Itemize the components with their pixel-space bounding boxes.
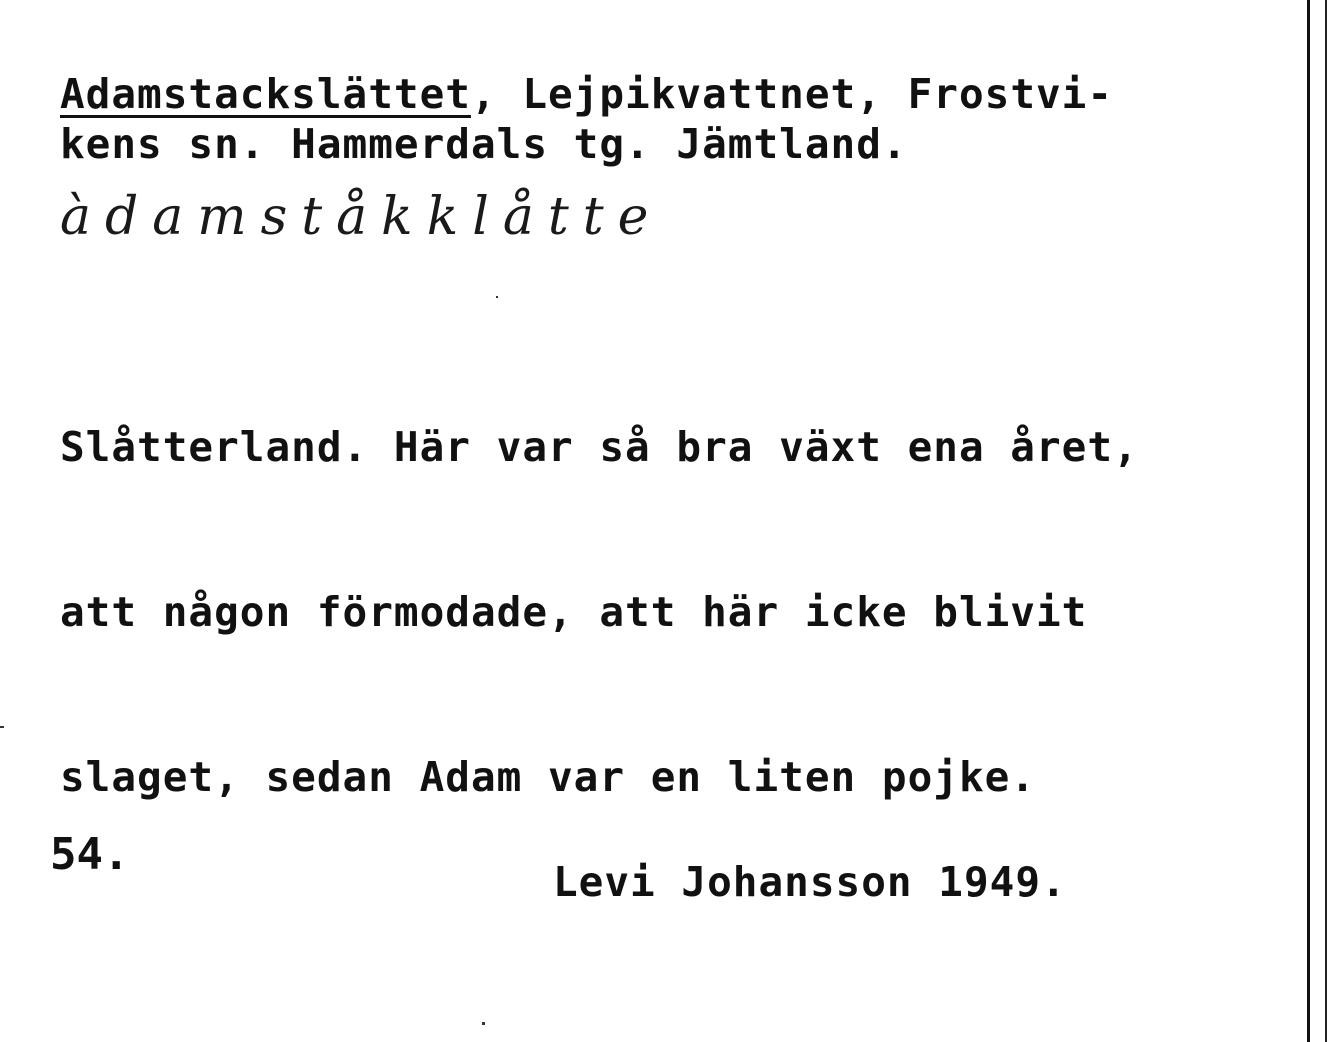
place-name: Adamstackslättet	[60, 70, 471, 118]
handwritten-phonetic-transcription: àdamståkklåtte	[60, 187, 663, 247]
scan-border-line	[1325, 0, 1327, 1042]
collector-signature: Levi Johansson 1949.	[553, 858, 1067, 906]
scan-speck	[0, 726, 4, 728]
card-number: 54.	[50, 829, 130, 880]
description-line: slaget, sedan Adam var en liten pojke.	[60, 753, 1036, 801]
description-line: Slåtterland. Här var så bra växt ena året,	[60, 423, 1139, 471]
scan-speck	[496, 296, 498, 298]
description-line: att någon förmodade, att här icke blivit	[60, 588, 1088, 636]
card-edge-line	[1307, 0, 1310, 1042]
heading-location: , Lejpikvattnet, Frostvi-	[470, 70, 1114, 118]
heading-line-2: kens sn. Hammerdals tg. Jämtland.	[60, 120, 908, 168]
scan-speck	[482, 1022, 485, 1025]
description-text	[60, 310, 1139, 915]
heading-line-1	[60, 70, 1113, 118]
